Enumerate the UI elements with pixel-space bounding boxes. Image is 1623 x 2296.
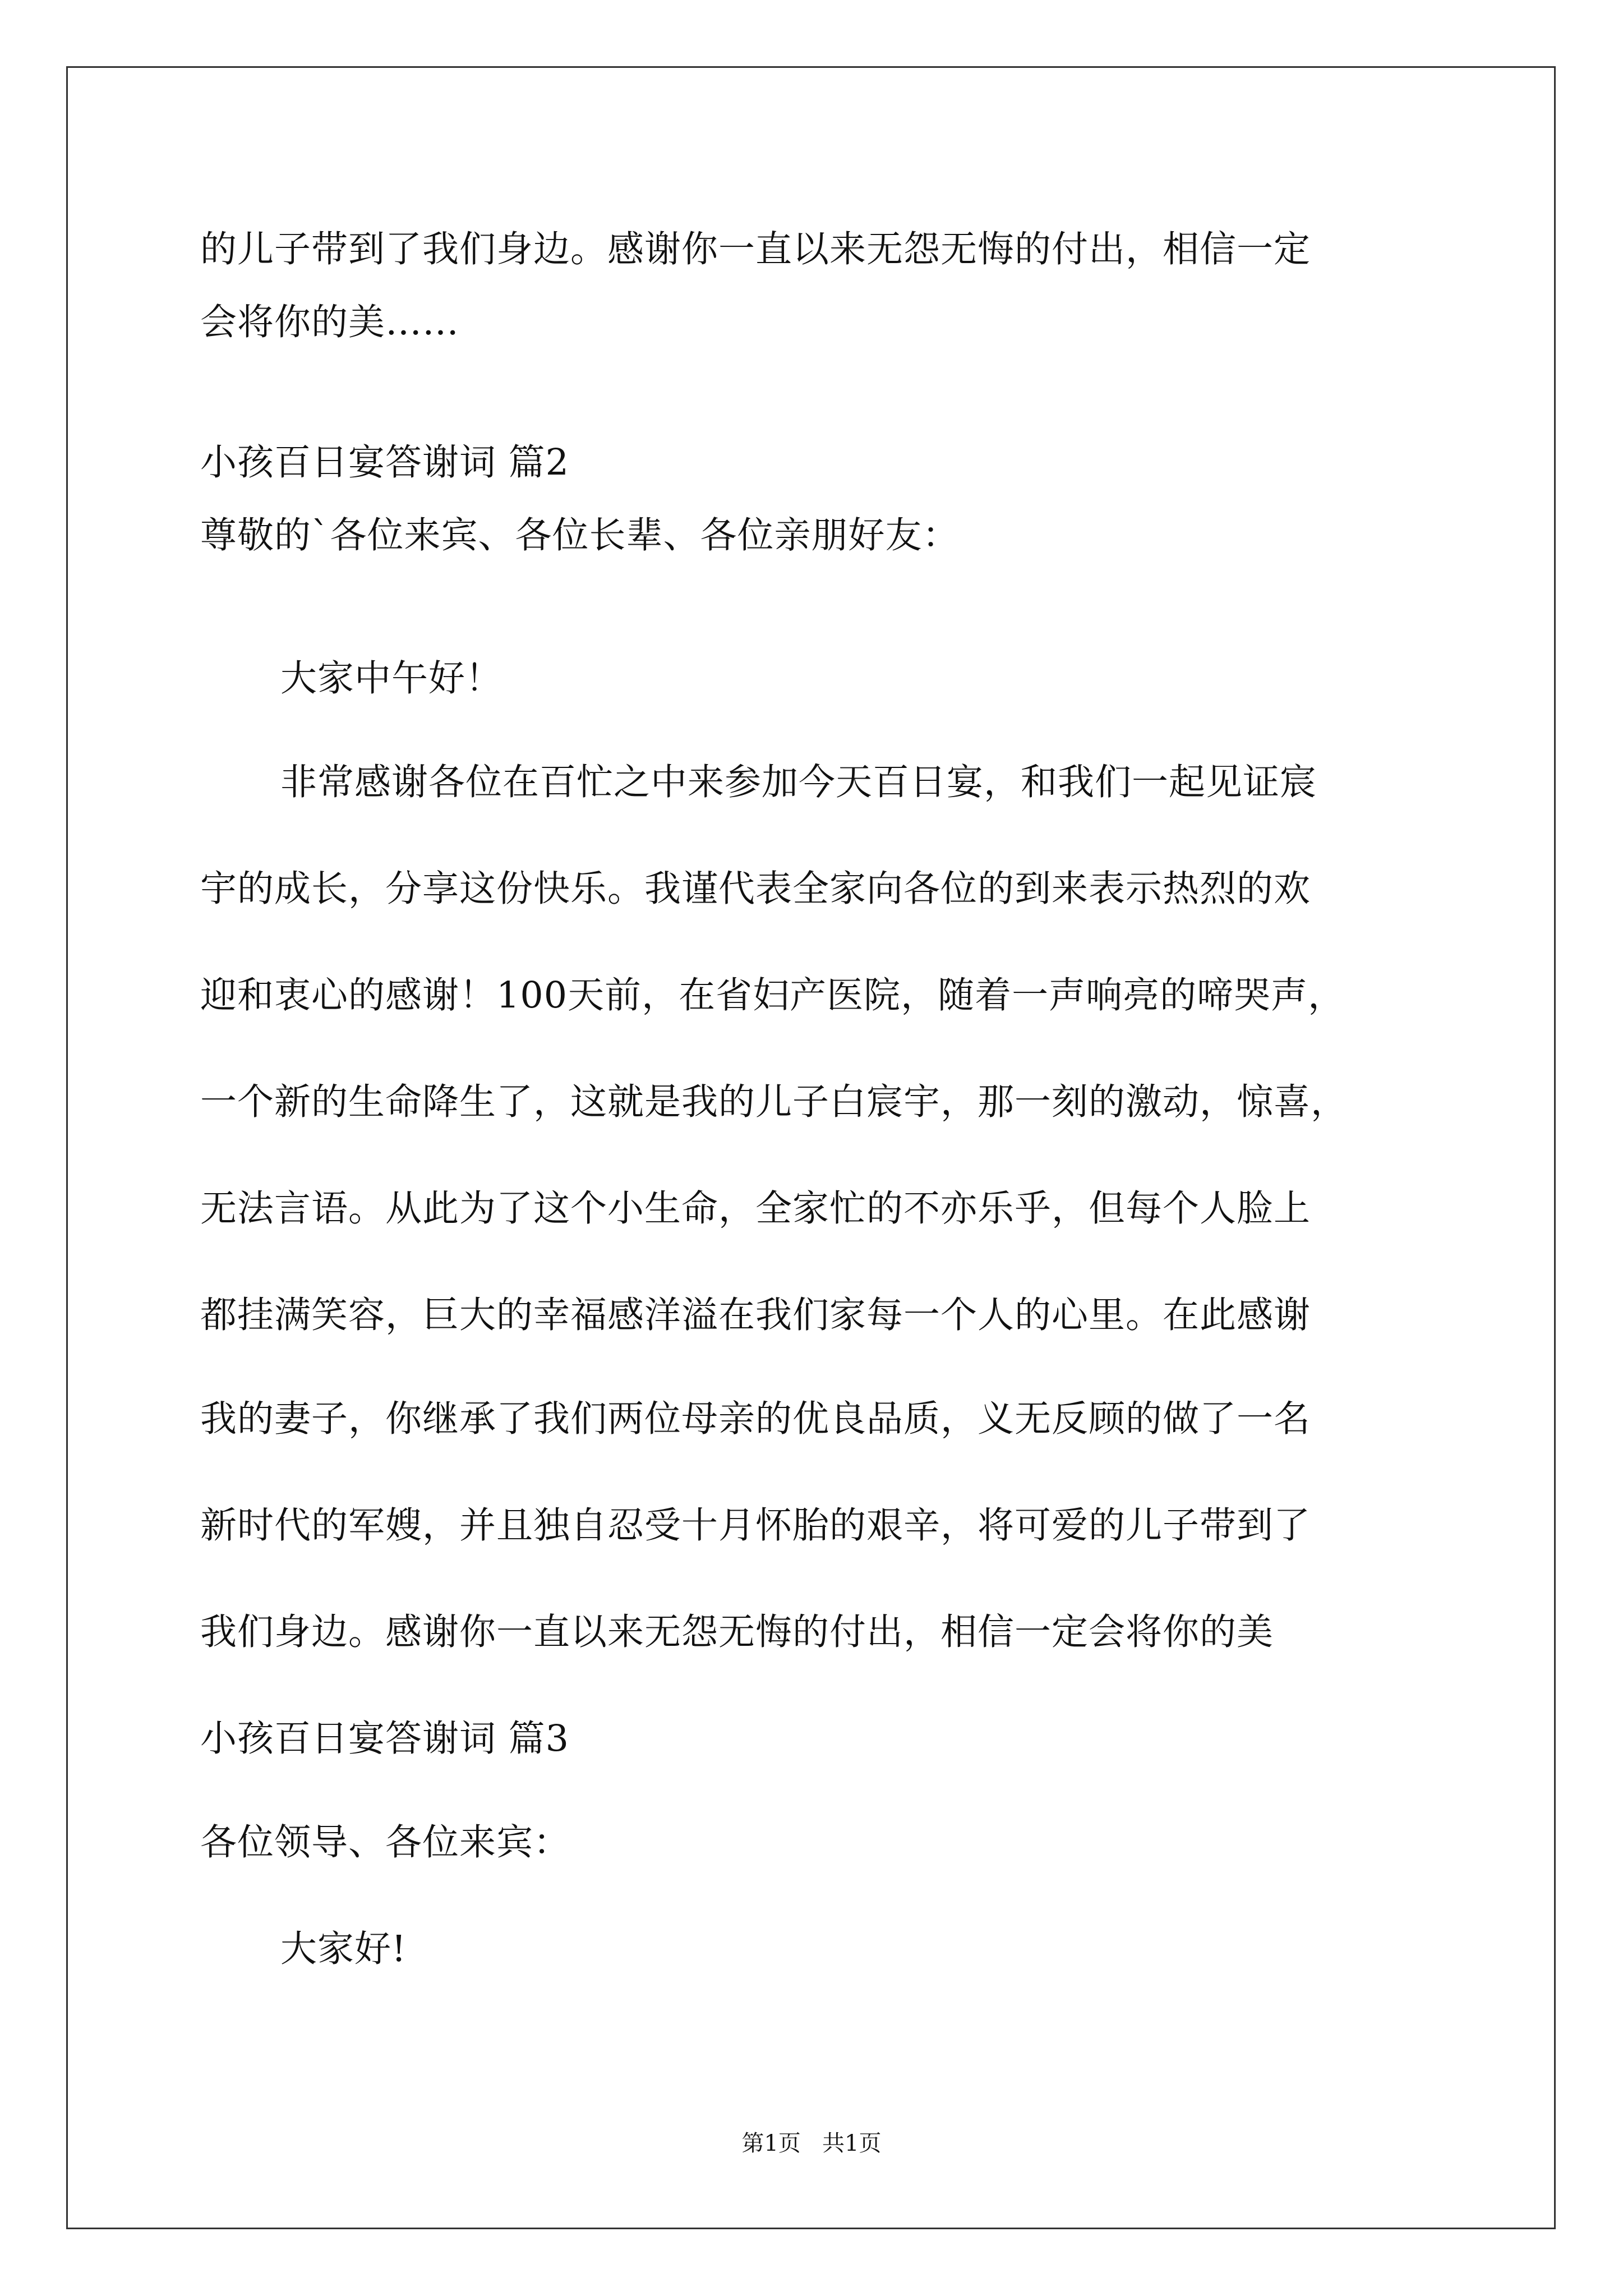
greeting: 大家好!: [280, 1928, 407, 1970]
section-heading: 小孩百日宴答谢词 篇2: [200, 441, 570, 484]
text-line: 迎和衷心的感谢！100天前，在省妇产医院，随着一声响亮的啼哭声，: [200, 974, 1345, 1016]
text-line: 宇的成长，分享这份快乐。我谨代表全家向各位的到来表示热烈的欢: [200, 868, 1311, 910]
page-border: [66, 66, 1556, 2229]
text-line: 都挂满笑容，巨大的幸福感洋溢在我们家每一个人的心里。在此感谢: [200, 1294, 1311, 1336]
text-line: 的儿子带到了我们身边。感谢你一直以来无怨无悔的付出，相信一定: [200, 228, 1311, 270]
text-line: 会将你的美……: [200, 301, 460, 343]
salutation: 尊敬的`各位来宾、各位长辈、各位亲朋好友：: [200, 514, 960, 556]
text-line: 无法言语。从此为了这个小生命，全家忙的不亦乐乎，但每个人脸上: [200, 1188, 1311, 1230]
text-line: 一个新的生命降生了，这就是我的儿子白宸宇，那一刻的激动，惊喜，: [200, 1081, 1348, 1123]
text-line: 新时代的军嫂，并且独自忍受十月怀胎的艰辛，将可爱的儿子带到了: [200, 1504, 1311, 1547]
text-line: 非常感谢各位在百忙之中来参加今天百日宴，和我们一起见证宸: [280, 761, 1317, 803]
greeting: 大家中午好！: [280, 657, 503, 700]
page-footer: 第1页 共1页: [741, 2131, 882, 2156]
text-line: 我们身边。感谢你一直以来无怨无悔的付出，相信一定会将你的美: [200, 1611, 1274, 1653]
salutation: 各位领导、各位来宾：: [200, 1821, 571, 1864]
section-heading: 小孩百日宴答谢词 篇3: [200, 1718, 570, 1760]
text-line: 我的妻子，你继承了我们两位母亲的优良品质，义无反顾的做了一名: [200, 1398, 1311, 1440]
